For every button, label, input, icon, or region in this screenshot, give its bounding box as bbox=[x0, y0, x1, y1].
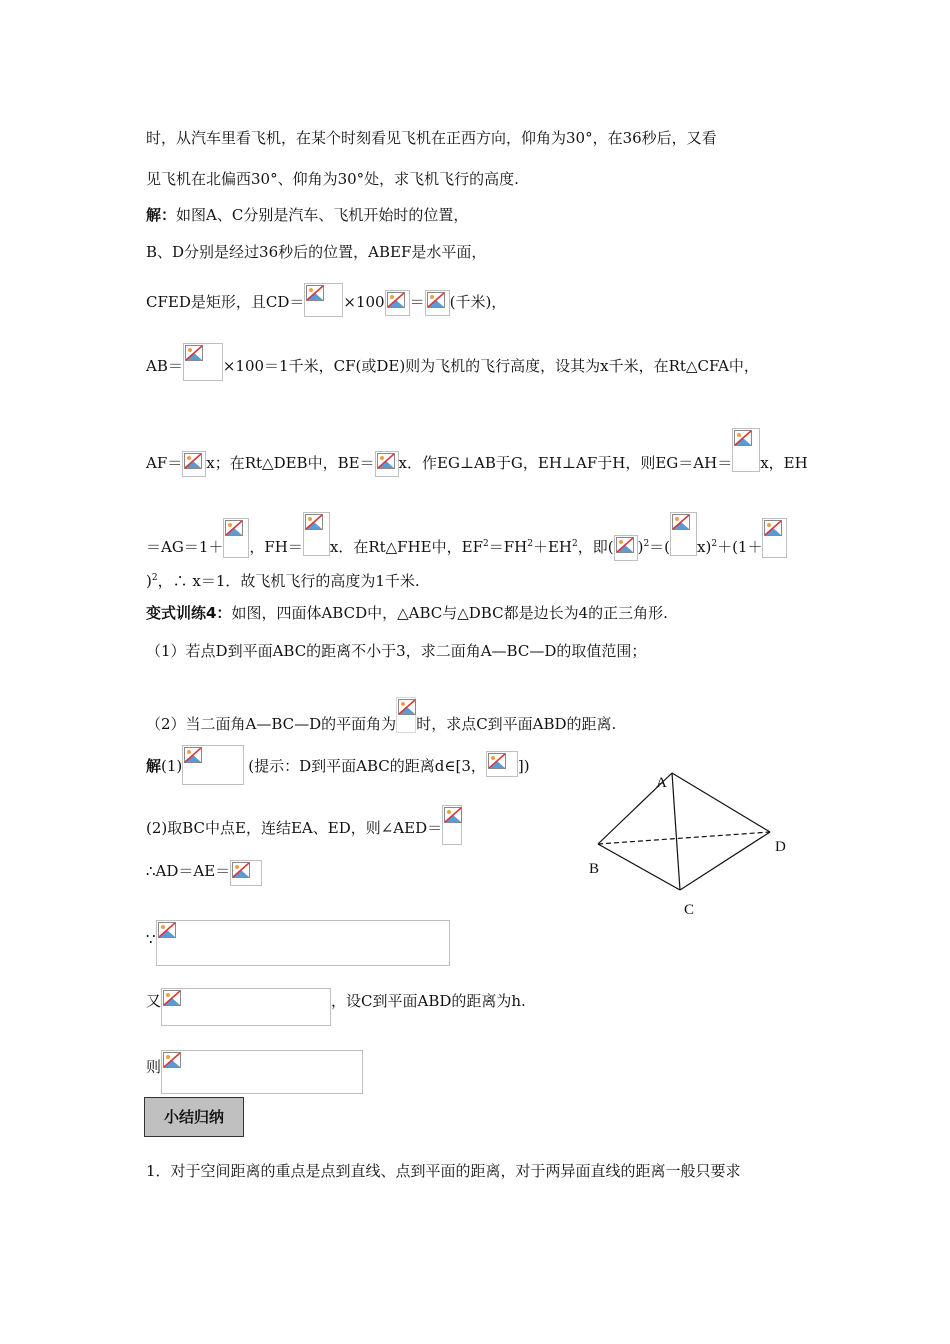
text-fragment: x．在Rt△FHE中，EF bbox=[329, 538, 483, 556]
text-fragment: ，即( bbox=[577, 538, 614, 556]
text-fragment: x；在Rt△DEB中，BE＝ bbox=[206, 454, 375, 472]
broken-image-icon bbox=[672, 514, 690, 530]
text-fragment: ×100＝1千米，CF(或DE)则为飞机的飞行高度，设其为x千米，在Rt△CFA中， bbox=[222, 357, 759, 375]
superscript: 2 bbox=[571, 539, 578, 549]
superscript: 2 bbox=[482, 539, 489, 549]
formula-image bbox=[156, 920, 450, 966]
formula-image bbox=[396, 697, 416, 733]
formula-image bbox=[303, 512, 330, 556]
exercise-label: 变式训练4： bbox=[146, 604, 232, 622]
answer-line-1 bbox=[146, 745, 530, 785]
solution-line-9 bbox=[146, 568, 420, 591]
edge-ad bbox=[672, 773, 770, 832]
solution-line-7 bbox=[146, 428, 808, 477]
broken-image-icon bbox=[398, 699, 416, 715]
text-fragment: (千米)， bbox=[449, 293, 507, 311]
broken-image-icon bbox=[184, 747, 202, 763]
exercise-text: 如图，四面体ABCD中，△ABC与△DBC都是边长为4的正三角形. bbox=[231, 604, 668, 622]
solution-line-5 bbox=[146, 283, 506, 317]
text-fragment: ×100 bbox=[343, 293, 385, 311]
exercise-part-2 bbox=[146, 697, 616, 734]
formula-image bbox=[762, 518, 787, 558]
exercise-heading-line bbox=[146, 603, 668, 623]
text-fragment: AF＝ bbox=[146, 454, 183, 472]
broken-image-icon bbox=[163, 1052, 181, 1068]
formula-image bbox=[161, 1050, 363, 1094]
broken-image-icon bbox=[225, 520, 243, 536]
text-fragment: 则 bbox=[146, 1058, 162, 1076]
text-fragment: x，EH bbox=[760, 454, 808, 472]
formula-image bbox=[182, 745, 244, 785]
answer-line-2 bbox=[146, 805, 462, 845]
text-fragment: ＝AG＝1＋ bbox=[146, 538, 224, 556]
solution-intro-line bbox=[146, 205, 468, 225]
broken-image-icon bbox=[184, 453, 202, 469]
broken-image-icon bbox=[163, 990, 181, 1006]
broken-image-icon bbox=[185, 345, 203, 361]
formula-image bbox=[161, 988, 331, 1026]
text-fragment: ，∴ x＝1．故飞机飞行的高度为1千米. bbox=[157, 572, 420, 590]
superscript: 2 bbox=[527, 539, 533, 549]
vertex-label-d: D bbox=[775, 839, 786, 855]
text-fragment: ∵ bbox=[146, 930, 156, 948]
broken-image-icon bbox=[158, 922, 176, 938]
text-fragment: ]) bbox=[517, 757, 530, 775]
text-fragment: (1) bbox=[161, 757, 183, 775]
answer-line-4 bbox=[146, 920, 450, 966]
text-fragment: ＝FH bbox=[488, 538, 528, 556]
formula-image bbox=[670, 512, 697, 556]
answer-line-3 bbox=[146, 860, 262, 886]
text-fragment: (提示：D到平面ABC的距离d∈[3， bbox=[248, 757, 486, 775]
broken-image-icon bbox=[305, 514, 323, 530]
formula-image bbox=[183, 343, 223, 381]
text-fragment: ，设C到平面ABD的距离为h. bbox=[331, 992, 526, 1010]
solution-line-4: B、D分别是经过36秒后的位置，ABEF是水平面， bbox=[146, 243, 487, 261]
superscript: 2 bbox=[643, 539, 650, 549]
formula-image bbox=[614, 535, 638, 561]
broken-image-icon bbox=[764, 520, 782, 536]
solution-line-6 bbox=[146, 343, 759, 381]
broken-image-icon bbox=[444, 807, 462, 823]
broken-image-icon bbox=[616, 537, 634, 553]
broken-image-icon bbox=[232, 862, 250, 878]
exercise-part-1: （1）若点D到平面ABC的距离不小于3，求二面角A—BC—D的取值范围； bbox=[146, 642, 647, 660]
formula-image bbox=[486, 751, 518, 777]
text-fragment: x．作EG⊥AB于G，EH⊥AF于H，则EG＝AH＝ bbox=[398, 454, 733, 472]
tetrahedron-diagram bbox=[580, 765, 820, 925]
text-fragment: x) bbox=[697, 538, 712, 556]
text-fragment: ) bbox=[637, 538, 644, 556]
text-fragment: ∴AD＝AE＝ bbox=[146, 862, 231, 880]
text-fragment: 又 bbox=[146, 992, 162, 1010]
broken-image-icon bbox=[306, 285, 324, 301]
vertex-label-c: C bbox=[684, 902, 695, 918]
solution-line-8 bbox=[146, 512, 787, 561]
broken-image-icon bbox=[427, 292, 445, 308]
text-fragment: AB＝ bbox=[146, 357, 183, 375]
edge-bc bbox=[598, 844, 680, 890]
broken-image-icon bbox=[377, 453, 395, 469]
vertex-label-b: B bbox=[589, 861, 600, 877]
solution-label: 解： bbox=[146, 206, 177, 224]
text-fragment: ) bbox=[146, 572, 152, 590]
broken-image-icon bbox=[387, 292, 405, 308]
text-fragment: （2）当二面角A—BC—D的平面角为 bbox=[146, 715, 397, 733]
solution-text: 如图A、C分别是汽车、飞机开始时的位置， bbox=[176, 206, 469, 224]
problem-text-line-1: 时，从汽车里看飞机，在某个时刻看见飞机在正西方向，仰角为30°，在36秒后，又看 bbox=[146, 129, 717, 147]
formula-image bbox=[442, 805, 462, 845]
text-fragment: ＝ bbox=[409, 293, 425, 311]
formula-image bbox=[425, 290, 450, 316]
summary-point-1: 1．对于空间距离的重点是点到直线、点到平面的距离，对于两异面直线的距离一般只要求 bbox=[146, 1162, 741, 1180]
broken-image-icon bbox=[734, 430, 752, 446]
text-fragment: ＋(1＋ bbox=[717, 538, 763, 556]
text-fragment: ＋EH bbox=[532, 538, 572, 556]
edge-bd-hidden bbox=[598, 832, 770, 844]
vertex-label-a: A bbox=[656, 775, 667, 791]
answer-label: 解 bbox=[146, 757, 162, 775]
formula-image bbox=[304, 283, 343, 317]
superscript: 2 bbox=[151, 573, 158, 583]
text-fragment: CFED是矩形，且CD＝ bbox=[146, 293, 305, 311]
formula-image bbox=[375, 451, 399, 477]
edge-cd bbox=[680, 832, 770, 890]
formula-image bbox=[385, 290, 410, 316]
formula-image bbox=[223, 518, 249, 558]
summary-heading-box: 小结归纳 bbox=[144, 1097, 244, 1137]
answer-line-5 bbox=[146, 988, 526, 1026]
broken-image-icon bbox=[488, 753, 506, 769]
text-fragment: 时，求点C到平面ABD的距离. bbox=[416, 715, 617, 733]
answer-line-6 bbox=[146, 1050, 363, 1094]
text-fragment: ，FH＝ bbox=[249, 538, 303, 556]
text-fragment: ＝( bbox=[649, 538, 671, 556]
superscript: 2 bbox=[711, 539, 718, 549]
formula-image bbox=[230, 860, 262, 886]
problem-text-line-2: 见飞机在北偏西30°、仰角为30°处，求飞机飞行的高度. bbox=[146, 170, 519, 188]
text-fragment: (2)取BC中点E，连结EA、ED，则∠AED＝ bbox=[146, 819, 443, 837]
edge-ac bbox=[672, 773, 680, 890]
formula-image bbox=[732, 428, 760, 472]
formula-image bbox=[182, 451, 206, 477]
